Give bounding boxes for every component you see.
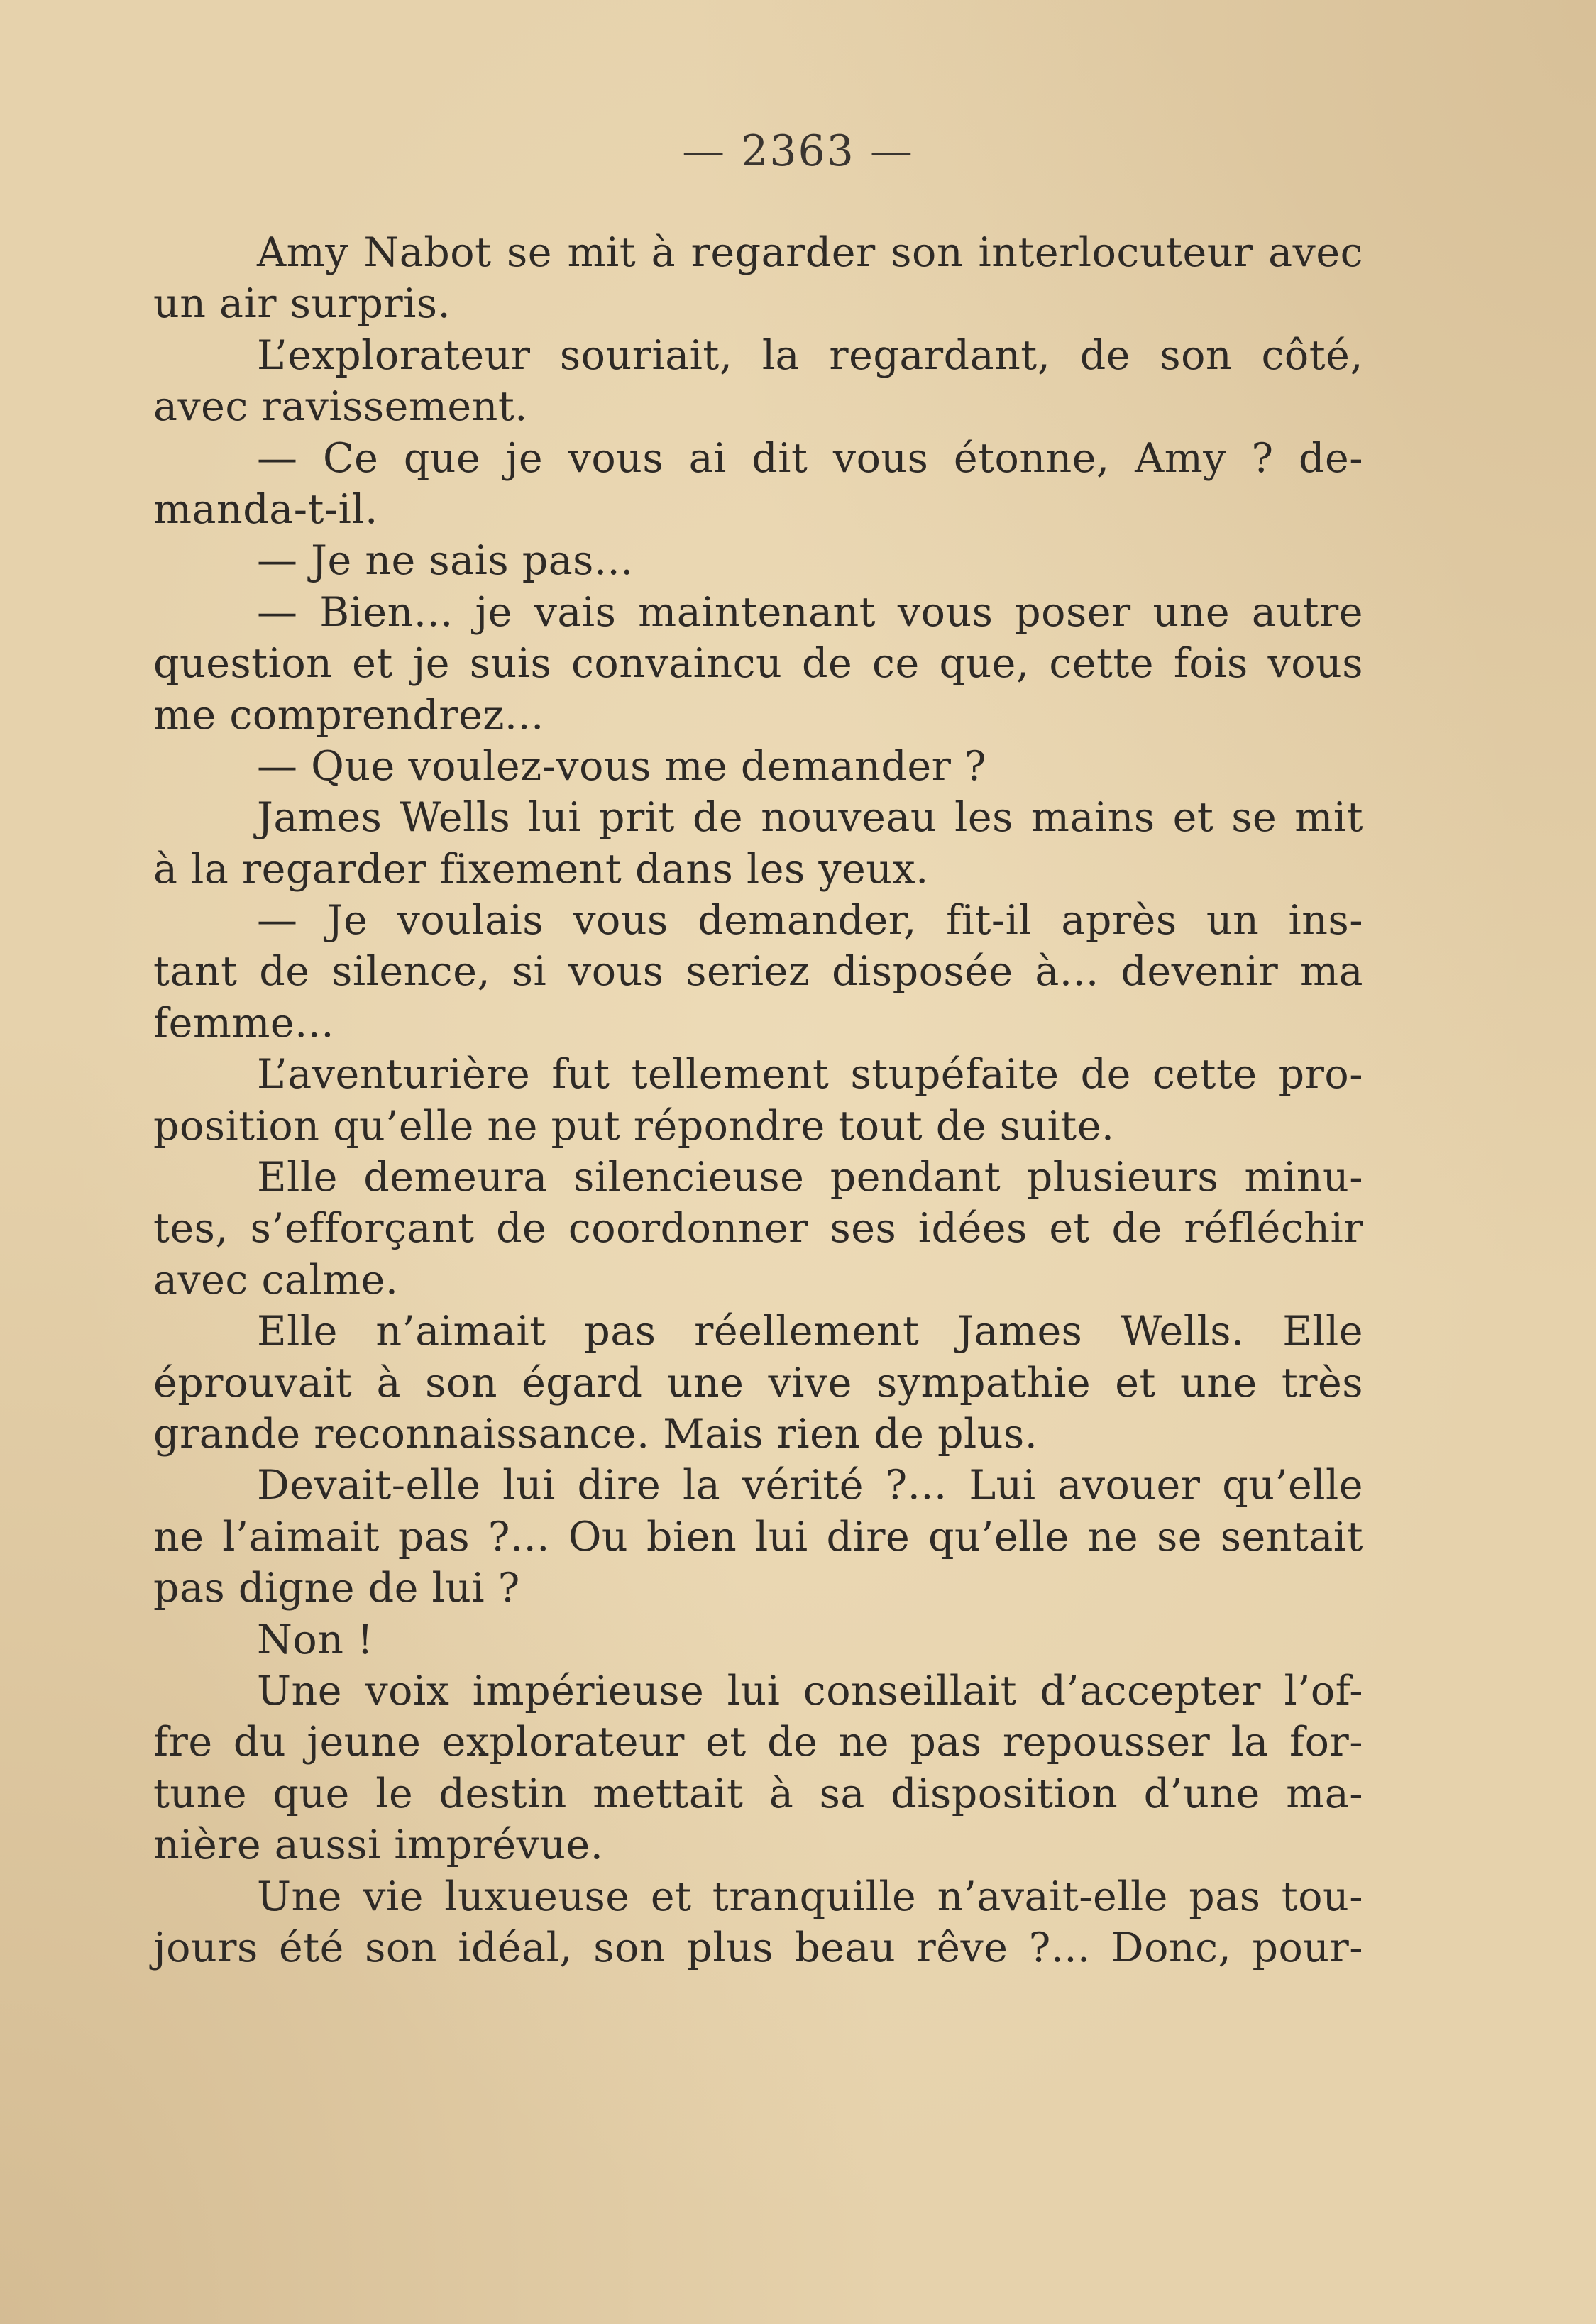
text-line: avec ravissement. — [153, 383, 528, 431]
text-line: Une voix impérieuse lui conseillait d’accepter l’of- — [257, 1667, 1363, 1714]
text-line: — Je ne sais pas... — [257, 537, 634, 585]
text-line: fre du jeune explorateur et de ne pas repousser la for- — [153, 1719, 1363, 1766]
text-line: James Wells lui prit de nouveau les mains et se mit — [257, 794, 1363, 842]
text-line: avec calme. — [153, 1256, 399, 1304]
text-line: un air surpris. — [153, 280, 451, 328]
text-line: — Je voulais vous demander, fit-il après un ins- — [257, 897, 1363, 945]
text-line: Non ! — [257, 1616, 374, 1663]
text-line: Une vie luxueuse et tranquille n’avait-elle pas tou- — [257, 1873, 1363, 1920]
text-line: me comprendrez... — [153, 691, 544, 739]
text-line: grande reconnaissance. Mais rien de plus. — [153, 1410, 1038, 1458]
body-text — [153, 227, 1363, 1973]
text-line: femme... — [153, 999, 335, 1047]
text-line: Elle demeura silencieuse pendant plusieurs minu- — [257, 1154, 1363, 1201]
text-line: question et je suis convaincu de ce que, cette fois vous — [153, 640, 1363, 688]
text-line: ne l’aimait pas ?... Ou bien lui dire qu’elle ne se sentait — [153, 1513, 1363, 1560]
text-line: — Que voulez-vous me demander ? — [257, 742, 987, 790]
text-line: Elle n’aimait pas réellement James Wells. Elle — [257, 1308, 1363, 1355]
text-line: L’explorateur souriait, la regardant, de son côté, — [257, 331, 1363, 379]
text-line: éprouvait à son égard une vive sympathie et une très — [153, 1359, 1363, 1406]
page-number: — 2363 — — [682, 126, 914, 176]
text-line: jours été son idéal, son plus beau rêve ?... Donc, pour- — [153, 1924, 1363, 1971]
text-line: position qu’elle ne put répondre tout de suite. — [153, 1102, 1115, 1150]
text-line: tes, s’efforçant de coordonner ses idées et de réfléchir — [153, 1205, 1363, 1252]
text-line: à la regarder fixement dans les yeux. — [153, 845, 929, 893]
text-line: — Bien... je vais maintenant vous poser une autre — [257, 588, 1363, 636]
text-line: Amy Nabot se mit à regarder son interlocuteur avec — [257, 229, 1363, 276]
text-line: manda-t-il. — [153, 485, 378, 533]
text-line: — Ce que je vous ai dit vous étonne, Amy ? de- — [257, 434, 1363, 482]
text-line: nière aussi imprévue. — [153, 1822, 604, 1869]
text-line: pas digne de lui ? — [153, 1565, 520, 1612]
text-line: tant de silence, si vous seriez disposée à... devenir ma — [153, 948, 1363, 996]
text-line: tune que le destin mettait à sa disposition d’une ma- — [153, 1770, 1363, 1817]
text-line: Devait-elle lui dire la vérité ?... Lui avouer qu’elle — [257, 1462, 1363, 1509]
text-line: L’aventurière fut tellement stupéfaite de cette pro- — [257, 1051, 1363, 1098]
